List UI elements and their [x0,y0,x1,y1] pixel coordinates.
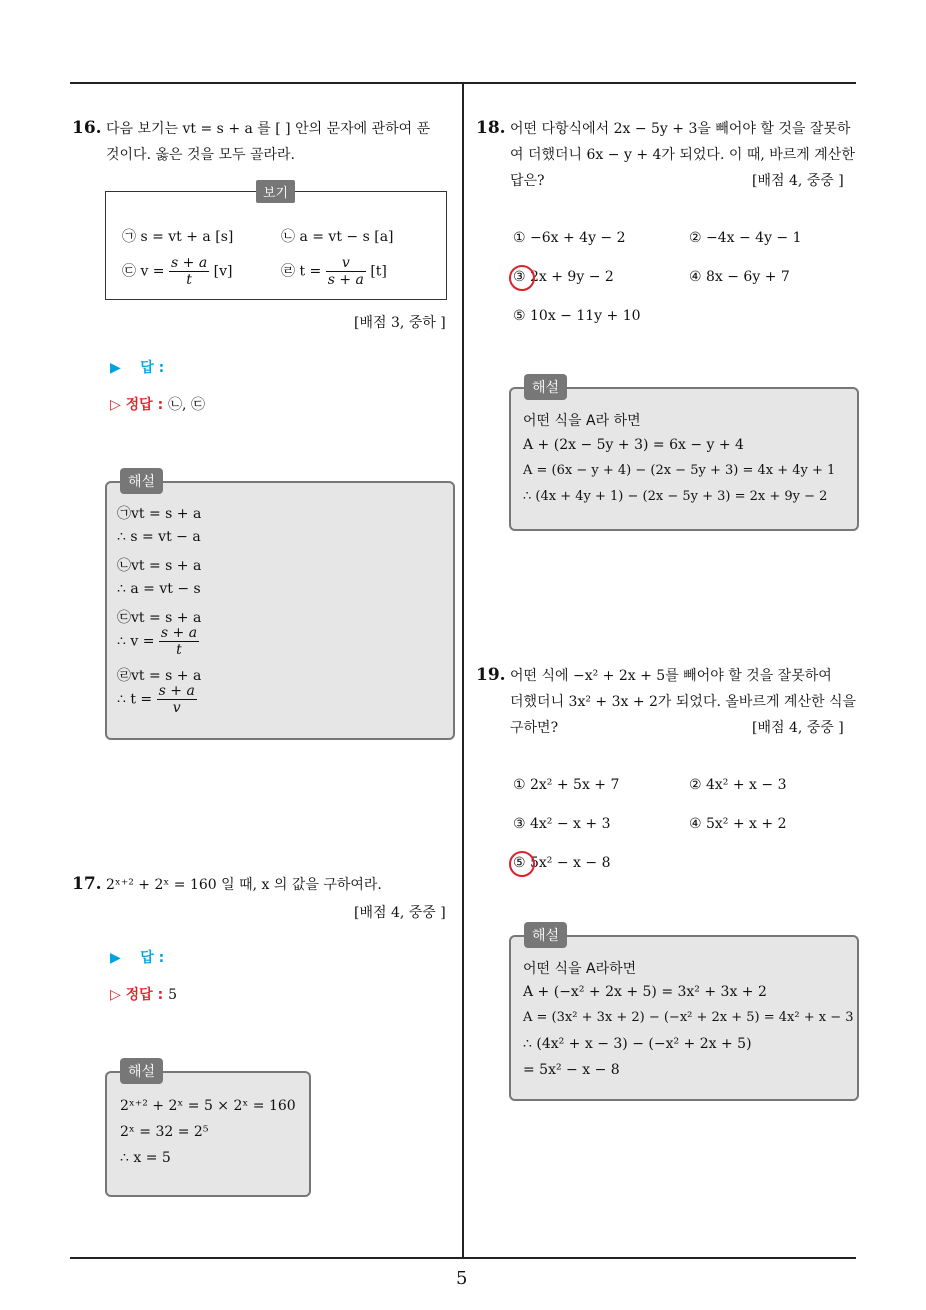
correct-label: 정답 : [125,397,164,413]
q18-sol-4: ∴ (4x + 4y + 1) − (2x − 5y + 3) = 2x + 9y − 2 [523,489,828,504]
q19-choice-5[interactable]: ⑤ 5x² − x − 8 [513,855,611,871]
answer-label: 답 : [140,950,165,966]
q16-sol-8-fraction [157,683,197,716]
q19-sol-2: A + (−x² + 2x + 5) = 3x² + 3x + 2 [523,984,767,1000]
q18-line3: 답은? [510,173,545,189]
q16-score: [배점 3, 중하 ] [354,315,446,331]
fraction-numerator: s + a [171,255,208,271]
q16-correct-line [110,394,205,414]
q16-line1: 다음 보기는 vt = s + a 를 [ ] 안의 문자에 관하여 푼 [106,121,431,137]
q18-selected-circle [509,265,535,291]
q19-choice-1[interactable]: ① 2x² + 5x + 7 [513,777,620,793]
q18-line1: 어떤 다항식에서 2x − 5y + 3을 빼어야 할 것을 잘못하 [510,121,851,137]
q16-sol-5: ㉢vt = s + a [117,610,202,626]
q18-choice-1[interactable]: ① −6x + 4y − 2 [513,230,626,246]
fraction-denominator: s + a [327,272,364,288]
q18-number: 18. [476,118,506,138]
q17-number: 17. [72,874,102,894]
q19-sol-5: = 5x² − x − 8 [523,1062,620,1078]
q16-sol-8 [117,683,197,716]
q18-choice-3[interactable]: ③ 2x + 9y − 2 [513,269,614,285]
q17-correct-line [110,984,177,1004]
correct-arrow-icon: ▷ [110,987,121,1003]
q16-line2: 것이다. 옳은 것을 모두 골라라. [106,147,295,163]
correct-label: 정답 : [125,987,164,1003]
fraction-numerator: v [326,255,366,272]
q18-choice-4[interactable]: ④ 8x − 6y + 7 [689,269,790,285]
q18-sol-1: 어떤 식을 A라 하면 [523,413,641,429]
q17-sol-2: 2ˣ = 32 = 2⁵ [120,1124,209,1140]
q19-sol-4: ∴ (4x² + x − 3) − (−x² + 2x + 5) [523,1036,752,1052]
q19-score: [배점 4, 중중 ] [752,720,844,736]
answer-arrow-icon: ▶ [110,360,121,376]
q17-score: [배점 4, 중중 ] [354,905,446,921]
answer-arrow-icon: ▶ [110,950,121,966]
q19-sol-3: A = (3x² + 3x + 2) − (−x² + 2x + 5) = 4x² + x − 3 [523,1010,854,1025]
bogi-item-3-pre: ㉢ v = [122,263,165,280]
q16-solution-label: 해설 [120,468,163,494]
column-divider [462,82,464,1258]
correct-value: ㉡, ㉢ [168,397,205,413]
fraction-denominator: v [172,700,181,716]
correct-arrow-icon: ▷ [110,397,121,413]
bogi-item-3-fraction [169,255,209,288]
correct-value: 5 [168,987,177,1003]
q16-sol-2: ∴ s = vt − a [117,529,201,545]
q19-choice-4[interactable]: ④ 5x² + x + 2 [689,816,787,832]
q16-sol-3: ㉡vt = s + a [117,558,202,574]
q17-sol-3: ∴ x = 5 [120,1150,171,1166]
q19-choice-3[interactable]: ③ 4x² − x + 3 [513,816,611,832]
bogi-label: 보기 [256,180,295,203]
q16-number: 16. [72,118,102,138]
fraction-denominator: t [186,272,192,288]
q16-sol-6-pre: ∴ v = [117,633,155,650]
q19-choice-2[interactable]: ② 4x² + x − 3 [689,777,787,793]
bogi-item-4 [281,255,387,288]
fraction-numerator: s + a [160,625,198,641]
q16-sol-1: ㉠vt = s + a [117,506,202,522]
q19-line1: 어떤 식에 −x² + 2x + 5를 빼어야 할 것을 잘못하여 [510,668,832,684]
q18-solution-label: 해설 [524,374,567,400]
q18-score: [배점 4, 중중 ] [752,173,844,189]
q18-line2: 여 더했더니 6x − y + 4가 되었다. 이 때, 바르게 계산한 [510,147,855,163]
q16-sol-8-pre: ∴ t = [117,691,153,708]
q16-sol-7: ㉣vt = s + a [117,668,202,684]
q16-answer-line [110,357,164,377]
bogi-item-4-pre: ㉣ t = [281,263,322,280]
bogi-item-3 [122,255,232,288]
q16-text [106,116,430,168]
q16-sol-6 [117,625,199,658]
answer-label: 답 : [140,360,165,376]
q19-sol-1: 어떤 식을 A라하면 [523,961,637,977]
bogi-item-4-post: [t] [370,263,387,280]
q17-sol-1: 2ˣ⁺² + 2ˣ = 5 × 2ˣ = 160 [120,1098,296,1114]
q18-solution-box [509,387,859,531]
bogi-item-1: ㉠ s = vt + a [s] [122,229,234,245]
bogi-item-2: ㉡ a = vt − s [a] [281,229,394,245]
q18-sol-2: A + (2x − 5y + 3) = 6x − y + 4 [523,437,744,453]
q19-number: 19. [476,665,506,685]
fraction-denominator: t [176,642,182,658]
q17-text: 2ˣ⁺² + 2ˣ = 160 일 때, x 의 값을 구하여라. [106,877,382,893]
q17-answer-line [110,947,164,967]
q18-choice-5[interactable]: ⑤ 10x − 11y + 10 [513,308,641,324]
bogi-item-3-post: [v] [213,263,233,280]
q19-line2: 더했더니 3x² + 3x + 2가 되었다. 올바르게 계산한 식을 [510,694,856,710]
fraction-numerator: s + a [158,683,195,699]
q19-solution-label: 해설 [524,922,567,948]
q16-sol-6-fraction [159,625,199,658]
q18-choice-2[interactable]: ② −4x − 4y − 1 [689,230,802,246]
q16-sol-4: ∴ a = vt − s [117,581,201,597]
page-number: 5 [456,1268,468,1289]
q19-selected-circle [509,851,535,877]
bottom-rule [70,1257,856,1259]
q18-sol-3: A = (6x − y + 4) − (2x − 5y + 3) = 4x + 4y + 1 [523,463,836,478]
q19-line3: 구하면? [510,720,559,736]
bogi-item-4-fraction [326,255,366,288]
q17-solution-label: 해설 [120,1058,163,1084]
